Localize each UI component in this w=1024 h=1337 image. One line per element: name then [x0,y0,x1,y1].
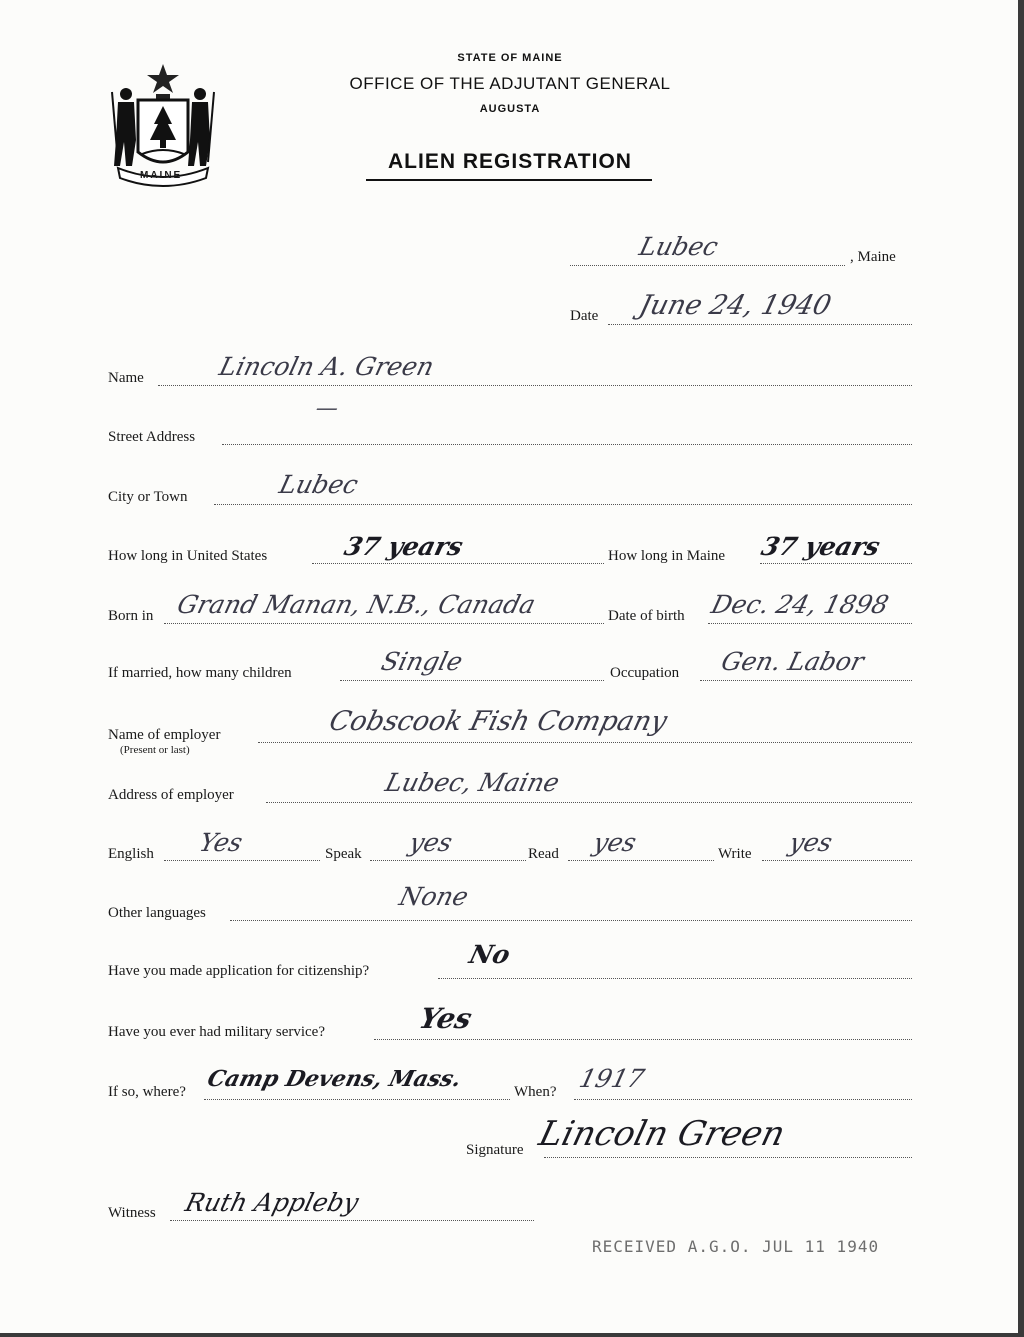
read-label: Read [528,846,559,862]
where-label: If so, where? [108,1084,186,1100]
employer-address-label: Address of employer [108,787,234,803]
other-languages-value: None [396,882,472,911]
born-in-label: Born in [108,608,154,624]
date-label: Date [570,308,599,324]
when-line [574,1099,912,1100]
write-value: yes [786,828,836,857]
place-value: Lubec [636,232,722,261]
date-of-birth-label: Date of birth [608,608,685,624]
speak-line [370,860,526,861]
where-line [204,1099,510,1100]
employer-line [258,742,912,743]
how-long-maine-value: 37 years [758,532,883,561]
employer-address-line [266,802,912,803]
name-line [158,385,912,386]
write-label: Write [718,846,752,862]
born-in-value: Grand Manan, N.B., Canada [174,590,539,619]
signature-value: Lincoln Green [535,1114,789,1154]
signature-label: Signature [466,1142,524,1158]
scan-edge-bottom [0,1333,1024,1337]
place-line [570,265,845,266]
state-heading: STATE OF MAINE [457,52,563,64]
scan-edge-right [1018,0,1024,1337]
other-languages-line [230,920,912,921]
english-value: Yes [196,828,246,857]
form-title: ALIEN REGISTRATION [388,150,632,173]
occupation-line [700,680,912,681]
military-value: Yes [415,1002,476,1035]
english-line [164,860,320,861]
where-value: Camp Devens, Mass. [204,1066,464,1092]
date-of-birth-value: Dec. 24, 1898 [708,590,892,619]
city-value: Lubec [276,470,362,499]
military-label: Have you ever had military service? [108,1024,325,1040]
witness-value: Ruth Appleby [182,1188,362,1217]
name-value: Lincoln A. Green [216,352,437,381]
seal-motto: MAINE [140,170,183,181]
witness-label: Witness [108,1205,156,1221]
name-label: Name [108,370,144,386]
signature-line [544,1157,912,1158]
military-line [374,1039,912,1040]
how-long-us-line [312,563,604,564]
other-languages-label: Other languages [108,905,206,921]
born-in-line [164,623,604,624]
citizenship-line [438,978,912,979]
employer-address-value: Lubec, Maine [382,768,563,797]
employer-label: Name of employer [108,727,221,743]
city-heading: AUGUSTA [479,103,541,115]
employer-sublabel: (Present or last) [120,744,190,756]
how-long-maine-line [760,563,912,564]
speak-value: yes [406,828,456,857]
how-long-us-label: How long in United States [108,548,268,564]
when-label: When? [514,1084,557,1100]
employer-value: Cobscook Fish Company [326,706,671,737]
date-value: June 24, 1940 [636,290,835,321]
date-of-birth-line [708,623,912,624]
write-line [762,860,912,861]
children-line [340,680,604,681]
children-label: If married, how many children [108,665,292,681]
city-label: City or Town [108,489,188,505]
citizenship-value: No [466,940,514,969]
occupation-label: Occupation [610,665,680,681]
witness-line [170,1220,534,1221]
when-value: 1917 [576,1064,648,1093]
received-stamp: RECEIVED A.G.O. JUL 11 1940 [592,1237,880,1256]
children-value: Single [378,647,466,676]
speak-label: Speak [325,846,362,862]
office-heading: OFFICE OF THE ADJUTANT GENERAL [349,74,671,93]
street-address-value: — [312,396,342,421]
english-label: English [108,846,154,862]
place-suffix: , Maine [850,249,896,265]
occupation-value: Gen. Labor [718,647,867,676]
title-underline [366,179,652,181]
read-line [568,860,714,861]
street-address-label: Street Address [108,429,196,445]
city-line [214,504,912,505]
street-address-line [222,444,912,445]
date-line [608,324,912,325]
read-value: yes [590,828,640,857]
how-long-us-value: 37 years [341,532,466,561]
citizenship-label: Have you made application for citizenship? [108,963,370,979]
how-long-maine-label: How long in Maine [608,548,726,564]
